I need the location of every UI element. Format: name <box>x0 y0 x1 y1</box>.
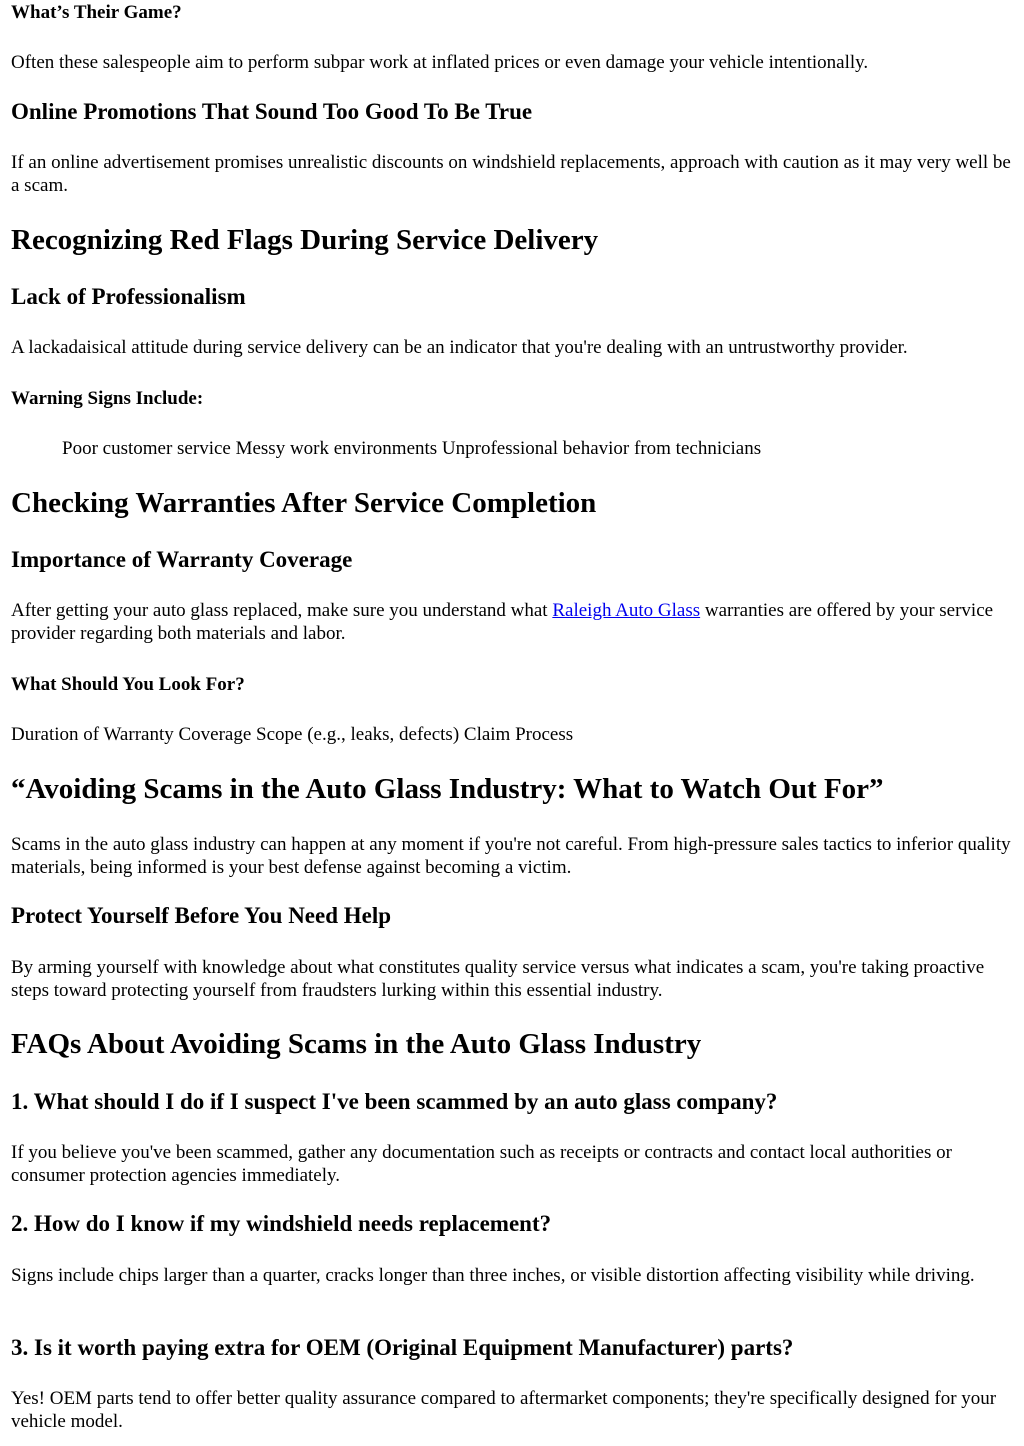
raleigh-auto-glass-link[interactable]: Raleigh Auto Glass <box>552 600 701 621</box>
faq-answer-1: If you believe you've been scammed, gather any documentation such as receipts or contracts and contact local authorities or consumer protection agencies immediately. <box>11 1142 952 1186</box>
warranty-text-before: After getting your auto glass replaced, make sure you understand what <box>11 600 553 621</box>
paragraph-lack-of-professionalism: A lackadaisical attitude during service delivery can be an indicator that you're dealing with an untrustworthy provider. <box>11 337 908 358</box>
heading-faqs: FAQs About Avoiding Scams in the Auto Glass Industry <box>11 1028 702 1060</box>
heading-avoiding-scams: “Avoiding Scams in the Auto Glass Industry: What to Watch Out For” <box>11 773 884 805</box>
faq-answer-3: Yes! OEM parts tend to offer better quality assurance compared to aftermarket components; they're specifically designed for your vehicle model. <box>11 1388 997 1432</box>
heading-what-to-look-for: What Should You Look For? <box>11 674 245 695</box>
heading-lack-of-professionalism: Lack of Professionalism <box>11 284 246 309</box>
heading-online-promotions: Online Promotions That Sound Too Good To Be True <box>11 99 533 124</box>
faq-answer-2: Signs include chips larger than a quarter, cracks longer than three inches, or visible distortion affecting visibility while driving. <box>11 1265 975 1286</box>
paragraph-protect-yourself: By arming yourself with knowledge about what constitutes quality service versus what indicates a scam, you're taking proactive steps toward protecting yourself from fraudsters lurking within this essential industry. <box>11 957 985 1001</box>
heading-warranties: Checking Warranties After Service Completion <box>11 487 597 519</box>
warranty-text-after: warranties are offered by your service provider regarding both materials and labor. <box>11 600 994 644</box>
paragraph-whats-their-game: Often these salespeople aim to perform subpar work at inflated prices or even damage your vehicle intentionally. <box>11 52 869 73</box>
heading-warning-signs: Warning Signs Include: <box>11 388 204 409</box>
list-warning-signs: Poor customer service Messy work environments Unprofessional behavior from technicians <box>62 438 762 459</box>
heading-protect-yourself: Protect Yourself Before You Need Help <box>11 903 392 928</box>
paragraph-online-promotions: If an online advertisement promises unrealistic discounts on windshield replacements, approach with caution as it may very well be a scam. <box>11 152 1011 196</box>
heading-red-flags: Recognizing Red Flags During Service Delivery <box>11 224 599 256</box>
faq-question-1: 1. What should I do if I suspect I've been scammed by an auto glass company? <box>11 1089 778 1114</box>
paragraph-avoiding-scams: Scams in the auto glass industry can happen at any moment if you're not careful. From high-pressure sales tactics to inferior quality materials, being informed is your best defense against becoming a victim. <box>11 834 1011 878</box>
heading-whats-their-game: What’s Their Game? <box>11 2 182 23</box>
faq-question-2: 2. How do I know if my windshield needs replacement? <box>11 1211 552 1236</box>
paragraph-warranty-coverage <box>11 599 1017 645</box>
faq-question-3: 3. Is it worth paying extra for OEM (Original Equipment Manufacturer) parts? <box>11 1335 794 1360</box>
list-what-to-look-for: Duration of Warranty Coverage Scope (e.g., leaks, defects) Claim Process <box>11 724 574 745</box>
heading-importance-of-warranty: Importance of Warranty Coverage <box>11 547 353 572</box>
